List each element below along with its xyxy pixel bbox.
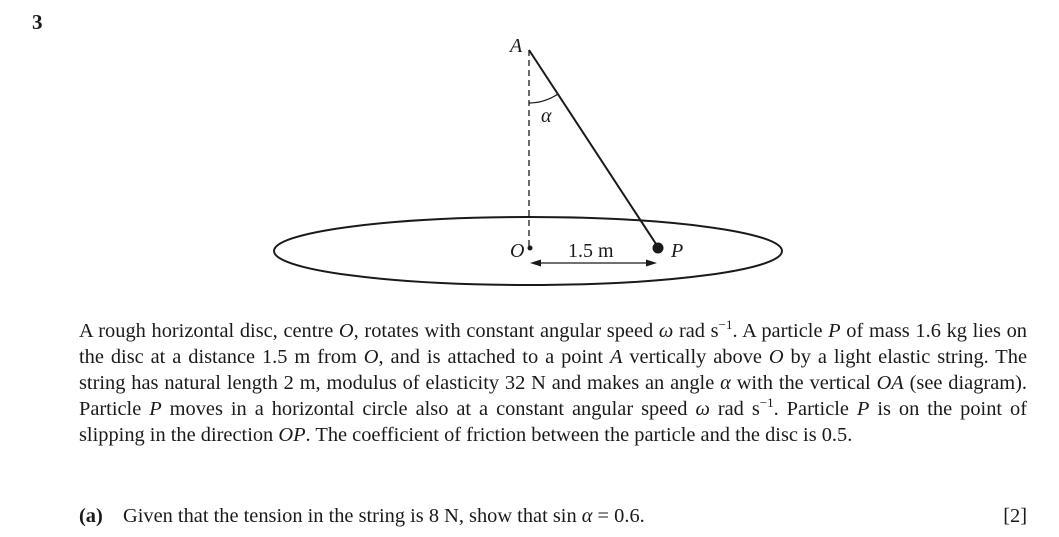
part-a-marks: [2] (1003, 505, 1027, 527)
part-a-label: (a) (79, 505, 103, 527)
angle-arc (529, 94, 558, 103)
disc-ellipse (274, 217, 782, 285)
distance-label: 1.5 m (568, 240, 614, 262)
particle-P (653, 243, 664, 254)
label-A: A (510, 35, 523, 57)
question-paragraph: A rough horizontal disc, centre O, rotates with constant angular speed ω rad $s^{-1}$. A particle P of mass 1.6 kg lies on the disc at a distance 1.5 m from O, and is attached to a point A vertically above O by a light elastic string. The string has natural length 2 m, modulus of elasticity 32 N and makes an angle α with the vertical OA (see diagram). Particle P moves in a horizontal circle also at a constant angular speed ω rad $s^{-1}$. Particle P is on the point of slipping in the direction OP. The coefficient of friction between the particle and the disc is 0.5. (79, 317, 1028, 446)
label-P: P (671, 240, 684, 262)
distance-arrowhead-left (530, 260, 541, 267)
part-a-text: Given that the tension in the string is 8 N, show that sin α = 0.6. (123, 505, 645, 527)
part-a (79, 503, 1027, 529)
point-O-dot (528, 246, 533, 251)
label-O: O (510, 240, 525, 262)
distance-arrowhead-right (646, 260, 657, 267)
question-number: 3 (32, 10, 43, 34)
label-alpha: α (541, 105, 552, 127)
